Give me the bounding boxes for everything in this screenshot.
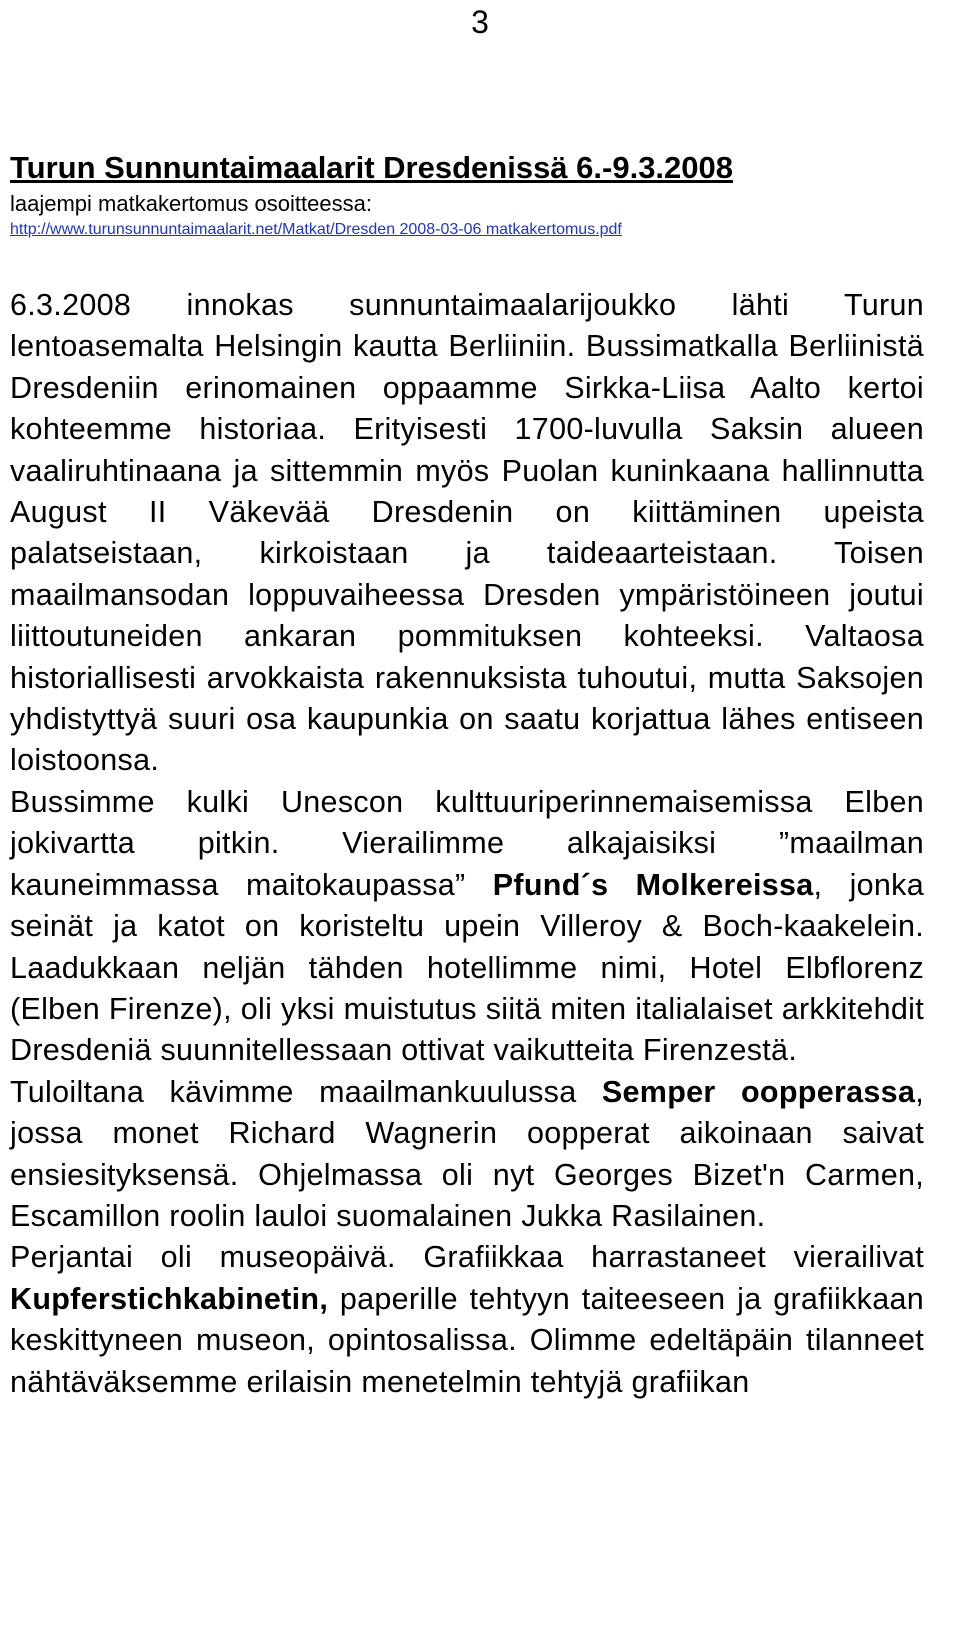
document-header: [10, 150, 930, 242]
body-paragraph: [10, 1072, 924, 1238]
page-number: 3: [471, 4, 489, 40]
bold-phrase: Pfund´s Molkereissa: [492, 867, 814, 902]
body-paragraph: [10, 782, 924, 1072]
text-run: Perjantai oli museopäivä. Grafiikkaa harrastaneet vierailivat: [10, 1240, 924, 1275]
bold-phrase: Kupferstichkabinetin,: [10, 1281, 329, 1316]
document-title: Turun Sunnuntaimaalarit Dresdenissä 6.-9.3.2008: [10, 150, 734, 185]
travel-report-link[interactable]: http://www.turunsunnuntaimaalarit.net/Matkat/Dresden 2008-03-06 matkakertomus.pdf: [10, 221, 622, 238]
document-subtitle: laajempi matkakertomus osoitteessa:: [10, 191, 372, 216]
text-run: , jossa monet Richard Wagnerin oopperat aikoinaan saivat ensiesityksensä. Ohjelmassa oli nyt Georges Bizet'n Carmen, Escamillon roolin lauloi suomalainen Jukka Rasilainen.: [10, 1074, 924, 1233]
body-text: [10, 285, 924, 1403]
bold-phrase: Semper oopperassa: [601, 1074, 916, 1109]
text-run: paperille tehtyyn taiteeseen ja grafiikkaan keskittyneen museon, opintosalissa. Olimme edeltäpäin tilanneet nähtäväksemme erilaisin menetelmin tehtyjä grafiikan: [10, 1281, 924, 1399]
body-paragraph: [10, 1237, 924, 1403]
text-run: Tuloiltana kävimme maailmankuulussa: [10, 1074, 602, 1109]
body-paragraph: [10, 285, 924, 782]
text-run: Bussimme kulki Unescon kulttuuriperinnemaisemissa Elben jokivartta pitkin. Vierailimme alkajaisiksi ”maailman kauneimmassa maitokaupassa”: [10, 784, 924, 902]
text-run: 6.3.2008 innokas sunnuntaimaalarijoukko lähti Turun lentoasemalta Helsingin kautta Berliiniin. Bussimatkalla Berliinistä Dresdeniin erinomainen oppaamme Sirkka-Liisa Aalto kertoi kohteemme historiaa. Erityisesti 1700-luvulla Saksin alueen vaaliruhtinaana ja sittemmin myös Puolan kuninkaana hallinnutta August II Väkevää Dresdenin on kiittäminen upeista palatseistaan, kirkoistaan ja taideaarteistaan. Toisen maailmansodan loppuvaiheessa Dresden ympäristöineen joutui liittoutuneiden ankaran pommituksen kohteeksi. Valtaosa historiallisesti arvokkaista rakennuksista tuhoutui, mutta Saksojen yhdistyttyä suuri osa kaupunkia on saatu korjattua lähes entiseen loistoonsa.: [10, 288, 924, 778]
text-run: , jonka seinät ja katot on koristeltu upein Villeroy & Boch-kaakelein. Laadukkaan neljän tähden hotellimme nimi, Hotel Elbflorenz (Elben Firenze), oli yksi muistutus siitä miten italialaiset arkkitehdit Dresdeniä suunnitellessaan ottivat vaikutteita Firenzestä.: [10, 867, 924, 1068]
